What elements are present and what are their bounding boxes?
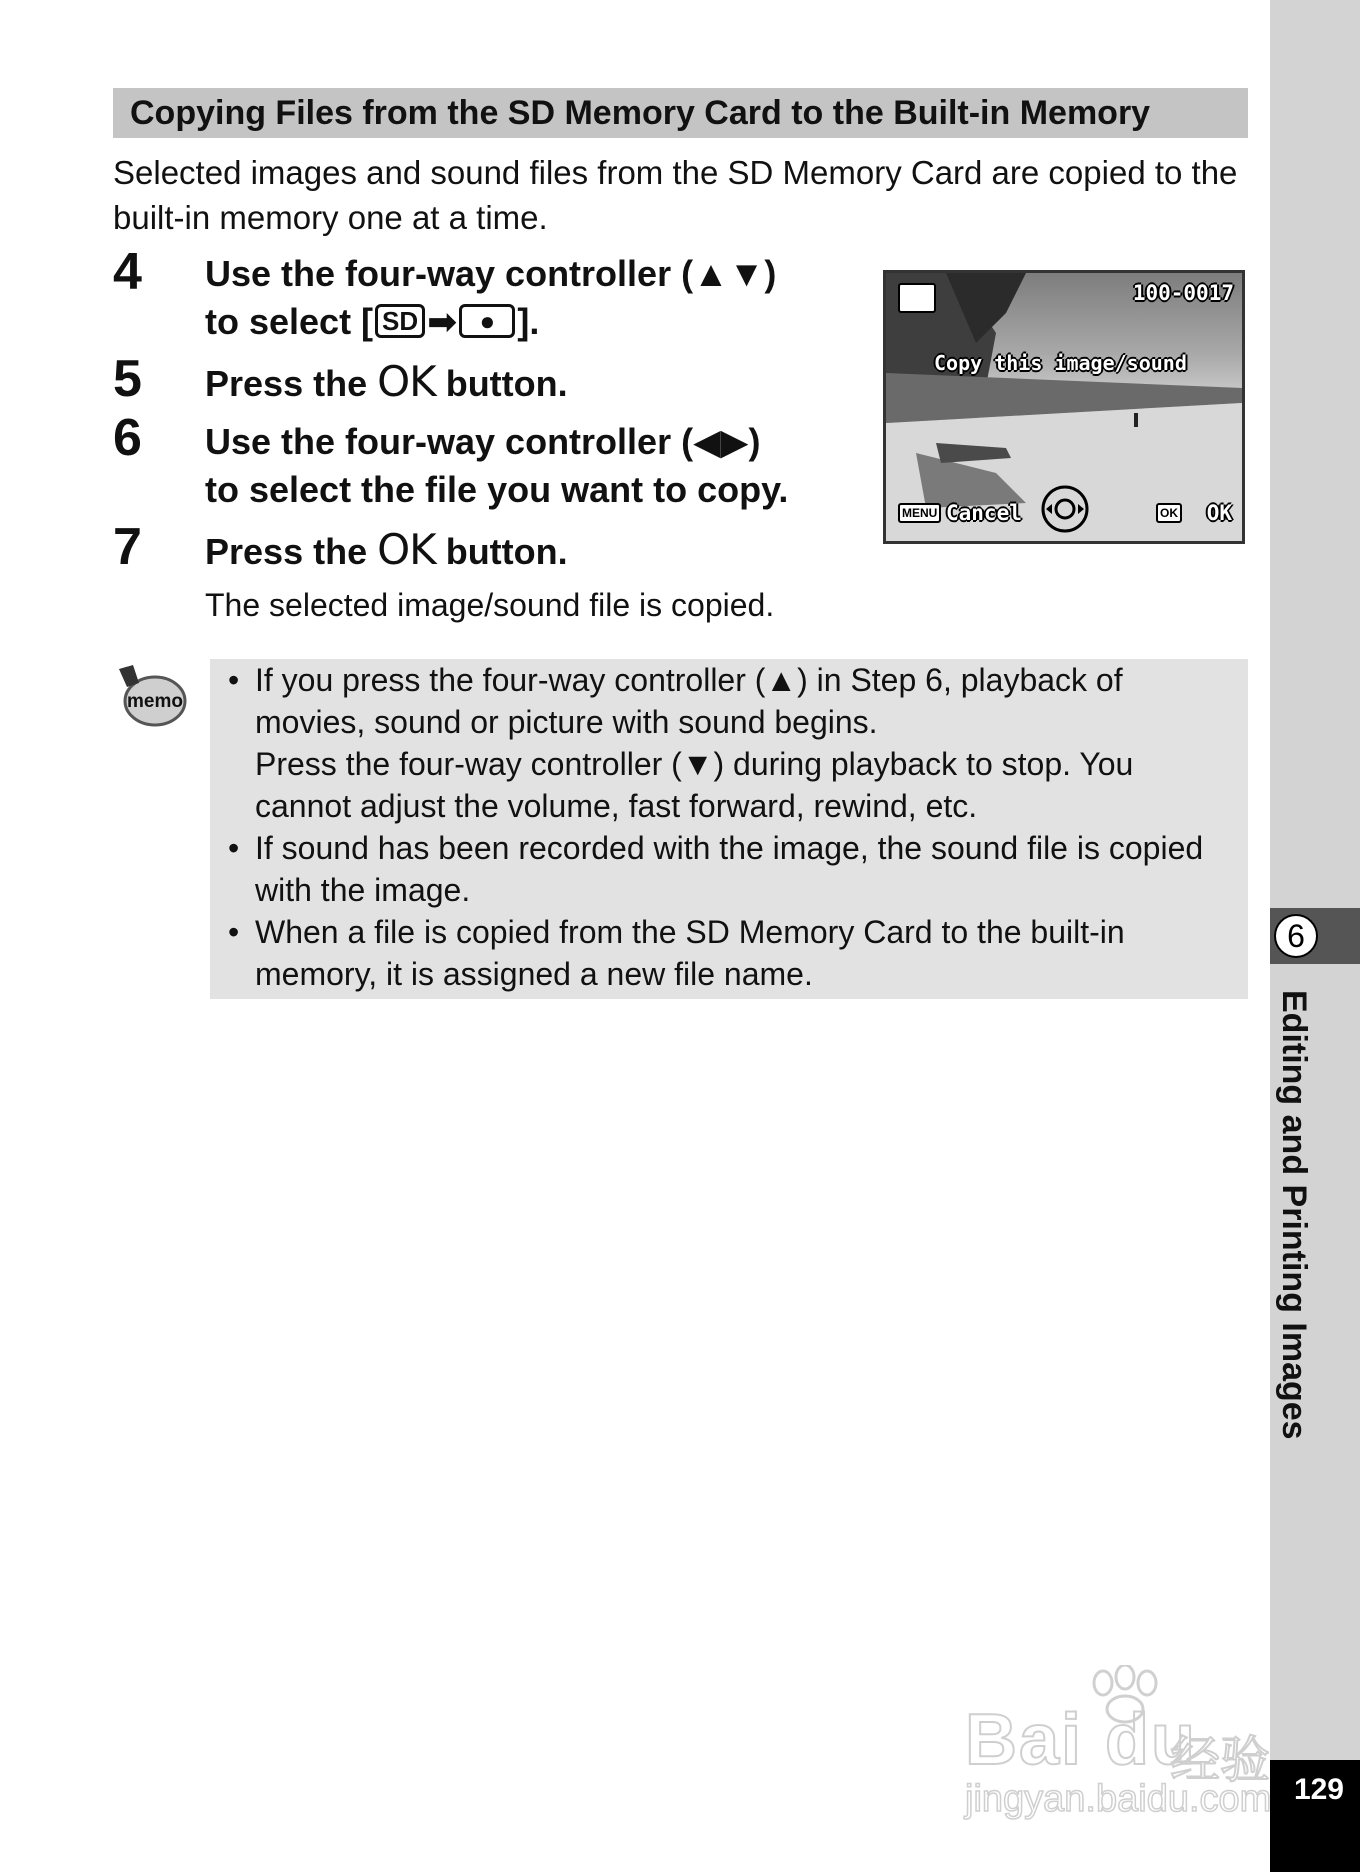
step-6-line-2: to select the file you want to copy. <box>205 469 789 510</box>
memo-item-line: Press the four-way controller (▼) during playback to stop. You <box>255 746 1134 782</box>
step-7-after: button. <box>435 531 568 572</box>
file-number: 100-0017 <box>1132 281 1234 305</box>
built-in-memory-icon: ● <box>459 304 515 338</box>
memo-item-line: movies, sound or picture with sound begins. <box>255 704 878 740</box>
ok-label: OK <box>1206 501 1232 525</box>
memo-icon-label: memo <box>127 691 183 712</box>
memo-item-line: • If sound has been recorded with the image, the sound file is copied <box>255 830 1204 866</box>
arrow-right-icon: ➡ <box>427 301 458 342</box>
section-title: Copying Files from the SD Memory Card to the Built-in Memory <box>113 88 1248 138</box>
step-5-before: Press the <box>205 363 378 404</box>
intro-paragraph: Selected images and sound files from the SD Memory Card are copied to the built-in memory one at a time. <box>113 154 1238 236</box>
step-4-prefix: to select [ <box>205 301 374 342</box>
copy-mode-icon <box>898 283 936 313</box>
memo-icon <box>113 663 187 729</box>
chapter-number: 6 <box>1274 914 1318 958</box>
memo-item-line: with the image. <box>255 872 471 908</box>
watermark-logo: Bai du <box>965 1700 1198 1780</box>
memo-item-line: memory, it is assigned a new file name. <box>255 956 813 992</box>
step-7-before: Press the <box>205 531 378 572</box>
step-6-line-1: Use the four-way controller (◀▶) <box>205 421 761 462</box>
step-number: 6 <box>113 409 142 467</box>
sd-card-icon: SD <box>375 304 425 338</box>
step-number: 4 <box>113 243 142 301</box>
ok-button-label: OK <box>377 525 436 574</box>
memo-item <box>255 659 1245 827</box>
memo-item <box>255 911 1245 995</box>
step-4-suffix: ]. <box>517 301 540 342</box>
memo-item <box>255 827 1245 911</box>
step-7-result: The selected image/sound file is copied. <box>205 587 775 623</box>
step-5-text <box>205 358 568 408</box>
menu-chip: MENU <box>898 503 941 523</box>
step-4-line-1: Use the four-way controller (▲▼) <box>205 253 777 294</box>
watermark-cn: 经验 <box>1170 1731 1270 1789</box>
step-5-after: button. <box>435 363 568 404</box>
memo-box <box>210 659 1248 999</box>
copy-prompt: Copy this image/sound <box>934 351 1187 375</box>
page-number: 129 <box>1293 1773 1344 1806</box>
memo-item-line: cannot adjust the volume, fast forward, rewind, etc. <box>255 788 978 824</box>
memo-item-line: • If you press the four-way controller (▲) in Step 6, playback of <box>255 662 1123 698</box>
cancel-label: Cancel <box>946 501 1022 525</box>
memo-item-line: • When a file is copied from the SD Memory Card to the built-in <box>255 914 1125 950</box>
camera-lcd-screen <box>883 270 1245 544</box>
ok-chip: OK <box>1156 503 1182 523</box>
step-number: 5 <box>113 350 142 408</box>
step-7-text <box>205 526 568 576</box>
ok-button-label: OK <box>377 357 436 406</box>
watermark-url: jingyan.baidu.com <box>965 1778 1272 1820</box>
four-way-controller-icon <box>1038 483 1092 535</box>
chapter-title: Editing and Printing Images <box>1275 990 1313 1440</box>
step-4-line-2 <box>205 298 539 346</box>
step-number: 7 <box>113 518 142 576</box>
